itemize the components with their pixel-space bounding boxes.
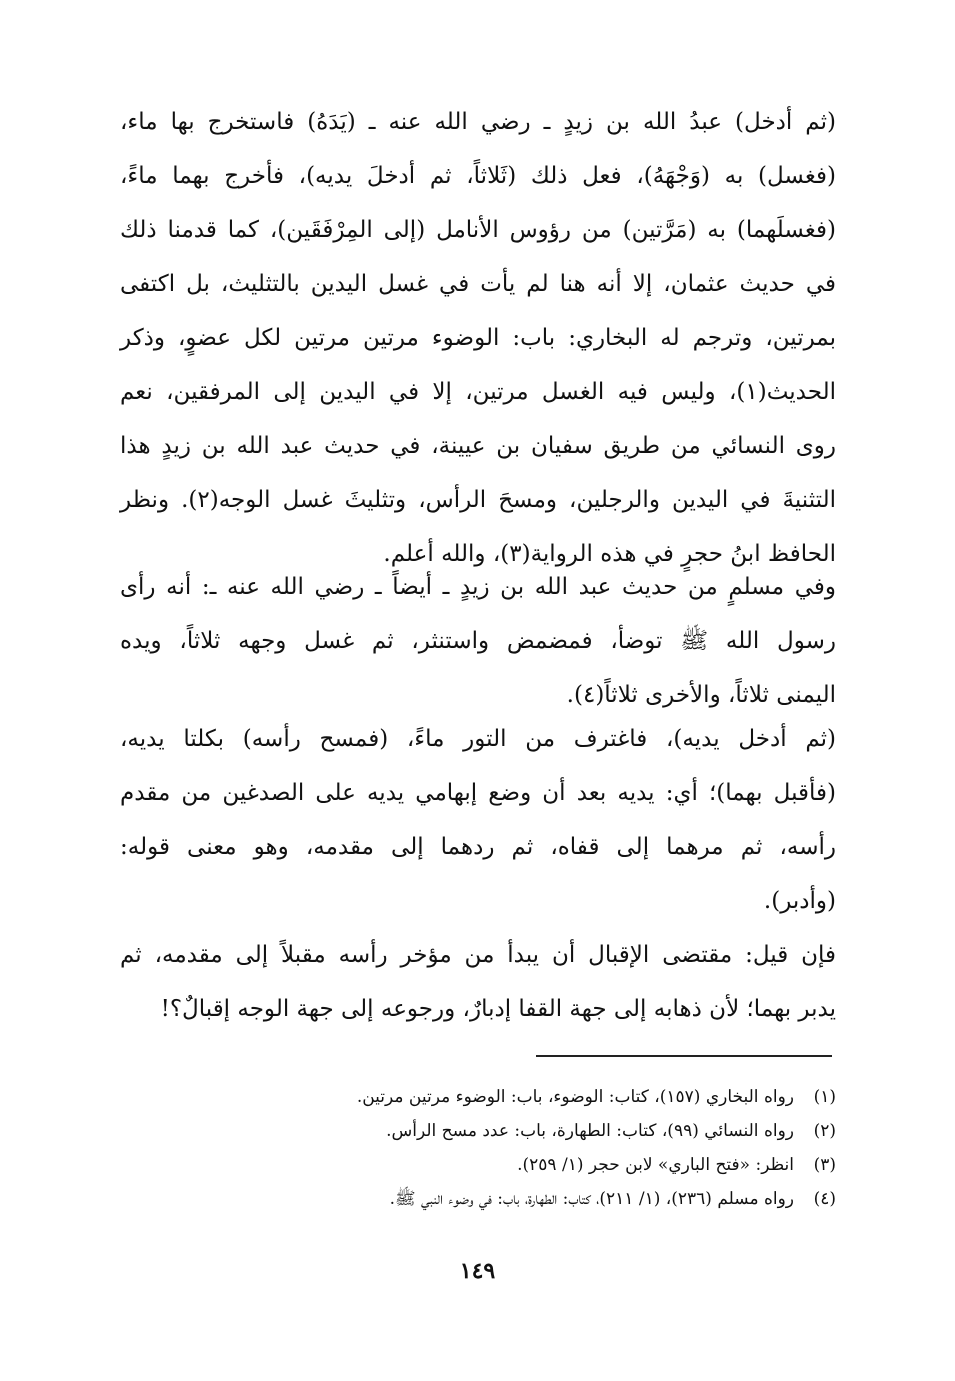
footnote-number: (٢) (813, 1121, 836, 1141)
paragraph (120, 95, 836, 581)
footnote-number: (٣) (813, 1155, 836, 1175)
footnote-number: (١) (813, 1087, 836, 1107)
text-line: الحديث(١)، وليس فيه الغسل مرتين، إلا في اليدين إلى المرفقين، نعم (120, 379, 836, 405)
text-line: يدبر بهما؛ لأن ذهابه إلى جهة القفا إدبارٌ، ورجوعه إلى جهة الوجه إقبالٌ؟! (160, 996, 836, 1022)
footnote-separator (536, 1055, 832, 1057)
text-line: رسول الله ﷺ توضأ، فمضمض واستنثر، ثم غسل وجهه ثلاثاً، ويده (120, 628, 836, 654)
paragraph (120, 560, 836, 722)
text-line: وفي مسلمٍ من حديث عبد الله بن زيدٍ ـ أيضاً ـ رضي الله عنه ـ: أنه رأى (120, 574, 836, 600)
text-line: الحافظ ابنُ حجرٍ في هذه الرواية(٣)، والله أعلم. (383, 541, 836, 567)
text-line: (ثم أدخل يديه)، فاغترف من التور ماءً، (فمسح رأسه) بكلتا يديه، (120, 726, 836, 752)
page-number: ١٤٩ (459, 1258, 496, 1284)
footnote (120, 1114, 836, 1148)
footnote-number: (٤) (813, 1189, 836, 1209)
text-line: فإن قيل: مقتضى الإقبال أن يبدأ من مؤخر رأسه مقبلاً إلى مقدمه، ثم (120, 942, 836, 968)
text-line: (وأدبر). (763, 888, 836, 914)
text-line: اليمنى ثلاثاً، والأخرى ثلاثاً(٤). (566, 682, 836, 708)
footnote (120, 1148, 836, 1182)
text-line: رأسه، ثم مرهما إلى قفاه، ثم ردهما إلى مقدمه، وهو معنى قوله: (120, 834, 836, 860)
text-line: بمرتين، وترجم له البخاري: باب: الوضوء مرتين مرتين لكل عضوٍ، وذكر (120, 325, 836, 351)
paragraph (120, 712, 836, 928)
text-line: في حديث عثمان، إلا أنه هنا لم يأت في غسل اليدين بالتثليث، بل اكتفى (120, 271, 836, 297)
footnote-text: انظر: «فتح الباري» لابن حجر (١/ ٢٥٩). (517, 1155, 794, 1175)
footnote (120, 1182, 836, 1216)
footnote-text: رواه النسائي (٩٩)، كتاب: الطهارة، باب: عدد مسح الرأس. (386, 1121, 794, 1141)
text-line: (ثم أدخل) عبدُ الله بن زيدٍ ـ رضي الله عنه ـ (يَدَهُ) فاستخرج بها ماء، (120, 109, 836, 135)
text-line: روى النسائي من طريق سفيان بن عيينة، في حديث عبد الله بن زيدٍ هذا (120, 433, 836, 459)
text-line: (فغسل) به (وَجْهَهُ)، فعل ذلك (ثَلاثاً، ثم أدخلَ يديه)، فأخرج بهما ماءً، (120, 163, 836, 189)
paragraph (120, 928, 836, 1036)
text-line: التثنيةَ في اليدين والرجلين، ومسحَ الرأس، وتثليثَ غسل الوجه(٢). ونظر (120, 487, 836, 513)
text-line: (فأقبل بهما)؛ أي: يديه بعد أن وضع إبهامي يديه على الصدغين من مقدم (120, 780, 836, 806)
footnote-text: رواه البخاري (١٥٧)، كتاب: الوضوء، باب: الوضوء مرتين مرتين. (356, 1087, 794, 1107)
text-line: (فغسلَهما) به (مَرَّتين) من رؤوس الأنامل (إلى المِرْفَقَين)، كما قدمنا ذلك (120, 217, 836, 243)
footnote-text: رواه مسلم (٢٣٦)، (١/ ٢١١)، كتاب: الطهارة، باب: في وضوء النبي ﷺ. (389, 1189, 794, 1209)
footnote (120, 1080, 836, 1114)
